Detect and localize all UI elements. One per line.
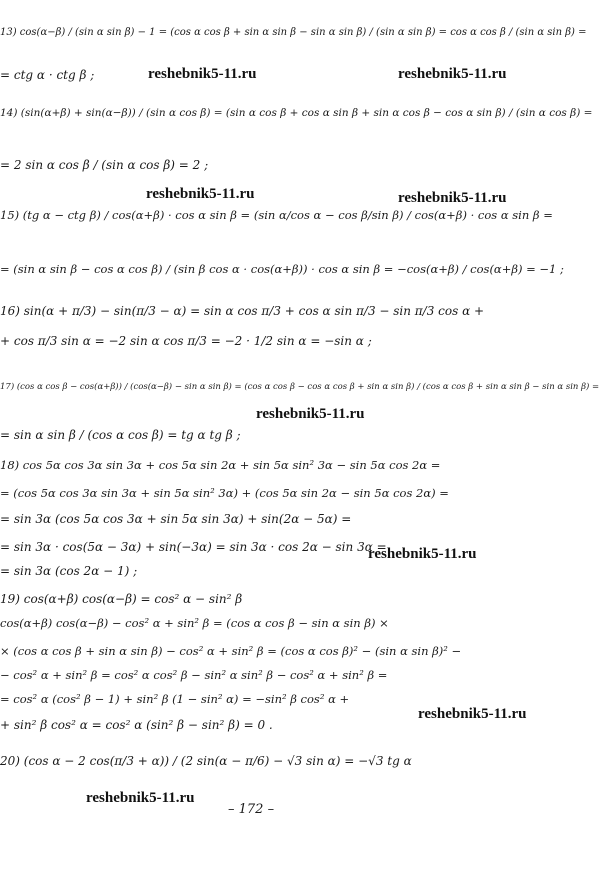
solution-18-line-1: 18) cos 5α cos 3α sin 3α + cos 5α sin 2α + sin 5α sin² 3α − sin 5α cos 2α = xyxy=(0,458,441,472)
solution-19-line-6: + sin² β cos² α = cos² α (sin² β − sin² β) = 0 . xyxy=(0,718,273,732)
solution-15-line-1: 15) (tg α − ctg β) / cos(α+β) · cos α sin β = (sin α/cos α − cos β/sin β) / cos(α+β) · cos α sin β = xyxy=(0,208,553,222)
watermark-4: reshebnik5-11.ru xyxy=(398,190,507,206)
solution-20-line-1: 20) (cos α − 2 cos(π/3 + α)) / (2 sin(α − π/6) − √3 sin α) = −√3 tg α xyxy=(0,754,412,768)
solution-19-line-5: = cos² α (cos² β − 1) + sin² β (1 − sin² α) = −sin² β cos² α + xyxy=(0,692,350,706)
solution-14-line-1: 14) (sin(α+β) + sin(α−β)) / (sin α cos β) = (sin α cos β + cos α sin β + sin α cos β − cos α sin β) / (sin α cos β) = xyxy=(0,107,593,119)
solution-18-line-3: = sin 3α (cos 5α cos 3α + sin 5α sin 3α) + sin(2α − 5α) = xyxy=(0,512,352,526)
watermark-1: reshebnik5-11.ru xyxy=(148,66,257,82)
solution-19-line-1: 19) cos(α+β) cos(α−β) = cos² α − sin² β xyxy=(0,592,243,606)
solution-19-line-4: − cos² α + sin² β = cos² α cos² β − sin² α sin² β − cos² α + sin² β = xyxy=(0,668,388,682)
watermark-6: reshebnik5-11.ru xyxy=(368,546,477,562)
watermark-3: reshebnik5-11.ru xyxy=(146,186,255,202)
watermark-5: reshebnik5-11.ru xyxy=(256,406,365,422)
solution-13-line-2: = ctg α · ctg β ; xyxy=(0,68,95,82)
solution-19-line-2: cos(α+β) cos(α−β) − cos² α + sin² β = (cos α cos β − sin α sin β) × xyxy=(0,616,389,630)
solution-18-line-5: = sin 3α (cos 2α − 1) ; xyxy=(0,564,138,578)
watermark-7: reshebnik5-11.ru xyxy=(418,706,527,722)
solution-16-line-2: + cos π/3 sin α = −2 sin α cos π/3 = −2 · 1/2 sin α = −sin α ; xyxy=(0,334,372,348)
solution-13-line-1: 13) cos(α−β) / (sin α sin β) − 1 = (cos α cos β + sin α sin β − sin α sin β) / (sin α sin β) = cos α cos β / (sin α sin β) = xyxy=(0,27,587,38)
solution-17-line-1: 17) (cos α cos β − cos(α+β)) / (cos(α−β) − sin α sin β) = (cos α cos β − cos α cos β + sin α sin β) / (cos α cos β + sin α sin β − sin α sin β) = xyxy=(0,382,600,392)
watermark-8: reshebnik5-11.ru xyxy=(86,790,195,806)
solution-17-line-2: = sin α sin β / (cos α cos β) = tg α tg β ; xyxy=(0,428,241,442)
solution-16-line-1: 16) sin(α + π/3) − sin(π/3 − α) = sin α cos π/3 + cos α sin π/3 − sin π/3 cos α + xyxy=(0,304,485,318)
watermark-2: reshebnik5-11.ru xyxy=(398,66,507,82)
page-number: – 172 – xyxy=(228,802,275,817)
solution-15-line-2: = (sin α sin β − cos α cos β) / (sin β cos α · cos(α+β)) · cos α sin β = −cos(α+β) / cos(α+β) = −1 ; xyxy=(0,262,564,276)
solution-14-line-2: = 2 sin α cos β / (sin α cos β) = 2 ; xyxy=(0,158,209,172)
solution-18-line-2: = (cos 5α cos 3α sin 3α + sin 5α sin² 3α) + (cos 5α sin 2α − sin 5α cos 2α) = xyxy=(0,486,449,500)
solution-18-line-4: = sin 3α · cos(5α − 3α) + sin(−3α) = sin 3α · cos 2α − sin 3α = xyxy=(0,540,387,554)
solution-19-line-3: × (cos α cos β + sin α sin β) − cos² α + sin² β = (cos α cos β)² − (sin α sin β)² − xyxy=(0,644,462,658)
